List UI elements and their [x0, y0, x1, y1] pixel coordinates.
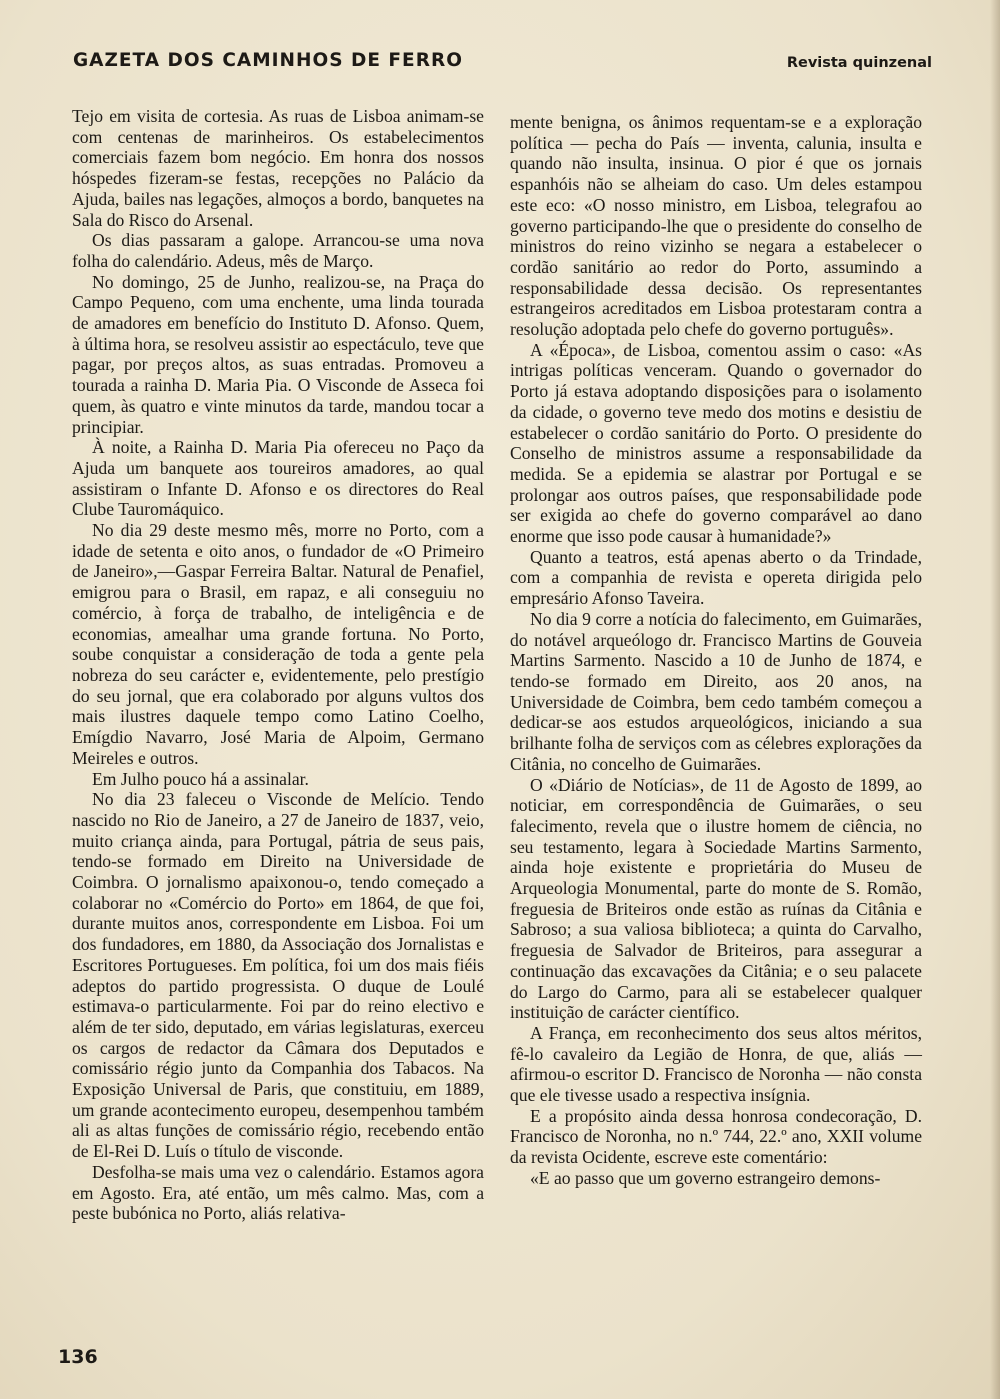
paragraph: mente benigna, os ânimos requentam-se e a exploração política — pecha do País — inventa, calunia, insulta e quando não insulta, insinua. O pior é que os jornais espanhóis não se alheiam do caso. Um deles estampou este eco: «O nosso ministro, em Lisboa, telegrafou ao governo participando-lhe que o presidente do conselho de ministros do reino vizinho se negara a estabelecer o cordão sanitário ao redor do Porto, assumindo a responsabilidade dessa decisão. Os representantes estrangeiros acreditados em Lisboa protestaram contra a resolução adoptada pelo chefe do governo português». — [510, 112, 922, 340]
paragraph: No dia 23 faleceu o Visconde de Melício. Tendo nascido no Rio de Janeiro, a 27 de Janeiro de 1837, veio, muito criança ainda, para Portugal, pátria de seus pais, tendo-se formado em Direito na Universidade de Coimbra. O jornalismo apaixonou-o, tendo começado a colaborar no «Comércio do Porto» em 1864, de que foi, durante muitos anos, correspondente em Lisboa. Foi um dos fundadores, em 1880, da Associação dos Jornalistas e Escritores Portugueses. Em política, foi um dos mais fiéis adeptos do partido progressista. O duque de Loulé estimava-o particularmente. Foi par do reino electivo e além de ter sido, deputado, em várias legislaturas, exerceu os cargos de redactor da Câmara dos Deputados e comissário régio junto da Companhia dos Tabacos. Na Exposição Universal de Paris, que constituiu, em 1889, um grande acontecimento europeu, desempenhou também ali as altas funções de comissário régio, recebendo então de El-Rei D. Luís o título de visconde. — [72, 789, 484, 1162]
paragraph: O «Diário de Notícias», de 11 de Agosto de 1899, ao noticiar, em correspondência de Guimarães, o seu falecimento, revela que o ilustre homem de ciência, no seu testamento, legara à Sociedade Martins Sarmento, ainda hoje existente e proprietária do Museu de Arqueologia Monumental, parte do monte de S. Romão, freguesia de Briteiros onde estão as ruínas da Citânia e Sabroso; a sua valiosa biblioteca; a quinta do Carvalho, freguesia de Salvador de Briteiros, para assegurar a continuação das excavações da Citânia; e o seu palacete do Largo do Carmo, para ali se estabelecer qualquer instituição de carácter científico. — [510, 774, 922, 1023]
page-number: 136 — [58, 1346, 98, 1368]
page-edge-shadow — [990, 0, 1000, 1399]
left-text-column — [72, 106, 484, 1224]
journal-subtitle: Revista quinzenal — [786, 55, 932, 71]
journal-title: GAZETA DOS CAMINHOS DE FERRO — [73, 50, 463, 71]
paragraph: A França, em reconhecimento dos seus altos méritos, fê-lo cavaleiro da Legião de Honra, de que, aliás — afirmou-o escritor D. Francisco de Noronha — não consta que ele tivesse usado a respectiva insígnia. — [510, 1022, 922, 1106]
paragraph: No domingo, 25 de Junho, realizou-se, na Praça do Campo Pequeno, com uma enchente, uma linda tourada de amadores em benefício do Instituto D. Afonso. Quem, à última hora, se resolveu assistir ao espectáculo, teve que pagar, por preços altos, as suas entradas. Promoveu a tourada a rainha D. Maria Pia. O Visconde de Asseca foi quem, às quatro e vinte minutos da tarde, mandou tocar a principiar. — [72, 271, 484, 437]
paragraph: A «Época», de Lisboa, comentou assim o caso: «As intrigas políticas venceram. Quando o governador do Porto já estava adoptando disposições para o isolamento da cidade, o governo teve medo dos motins e desistiu de estabelecer o cordão sanitário do Porto. O presidente do Conselho de ministros assume a responsabilidade da medida. Se a epidemia se alastrar por Portugal e se prolongar aos outros países, que responsabilidade pode ser exigida ao chefe do governo comparável ao dano enorme que isso pode causar à humanidade?» — [510, 339, 922, 547]
paragraph: Desfolha-se mais uma vez o calendário. Estamos agora em Agosto. Era, até então, um mês calmo. Mas, com a peste bubónica no Porto, aliás relativa- — [72, 1161, 484, 1224]
right-text-column — [510, 112, 922, 1189]
paragraph: «E ao passo que um governo estrangeiro demons- — [530, 1167, 881, 1188]
paragraph: No dia 9 corre a notícia do falecimento, em Guimarães, do notável arqueólogo dr. Francisco Martins de Gouveia Martins Sarmento. Nascido a 10 de Junho de 1874, e tendo-se formado em Direito, aos 20 anos, na Universidade de Coimbra, bem cedo também começou a dedicar-se aos estudos arqueológicos, iniciando a sua brilhante folha de serviços com as célebres explorações da Citânia, no concelho de Guimarães. — [510, 608, 922, 774]
paragraph: Em Julho pouco há a assinalar. — [92, 768, 309, 789]
paragraph: Os dias passaram a galope. Arrancou-se uma nova folha do calendário. Adeus, mês de Março. — [72, 230, 484, 271]
paragraph: À noite, a Rainha D. Maria Pia ofereceu no Paço da Ajuda um banquete aos toureiros amadores, ao qual assistiram o Infante D. Afonso e os directores do Real Clube Tauromáquico. — [72, 437, 484, 520]
paragraph: E a propósito ainda dessa honrosa condecoração, D. Francisco de Noronha, no n.º 744, 22.º ano, XXII volume da revista Ocidente, escreve este comentário: — [510, 1105, 922, 1168]
paragraph: Quanto a teatros, está apenas aberto o da Trindade, com a companhia de revista e opereta dirigida pelo empresário Afonso Taveira. — [510, 546, 922, 609]
paragraph: No dia 29 deste mesmo mês, morre no Porto, com a idade de setenta e oito anos, o fundador de «O Primeiro de Janeiro»,—Gaspar Ferreira Baltar. Natural de Penafiel, emigrou para o Brasil, em rapaz, e ali conseguiu no comércio, à força de trabalho, de inteligência e de economias, amealhar uma grande fortuna. No Porto, soube conquistar a consideração de toda a gente pela nobreza do seu carácter e, evidentemente, pelo prestígio do seu jornal, que era colaborado por alguns vultos dos mais ilustres daquele tempo como Latino Coelho, Emígdio Navarro, José Maria de Alpoim, Germano Meireles e outros. — [72, 520, 484, 768]
paragraph: Tejo em visita de cortesia. As ruas de Lisboa animam-se com centenas de marinheiros. Os estabelecimentos comerciais fazem bom negócio. Em honra dos nossos hóspedes fizeram-se festas, recepções no Palácio da Ajuda, bailes nas legações, almoços a bordo, banquetes na Sala do Risco do Arsenal. — [72, 106, 484, 230]
